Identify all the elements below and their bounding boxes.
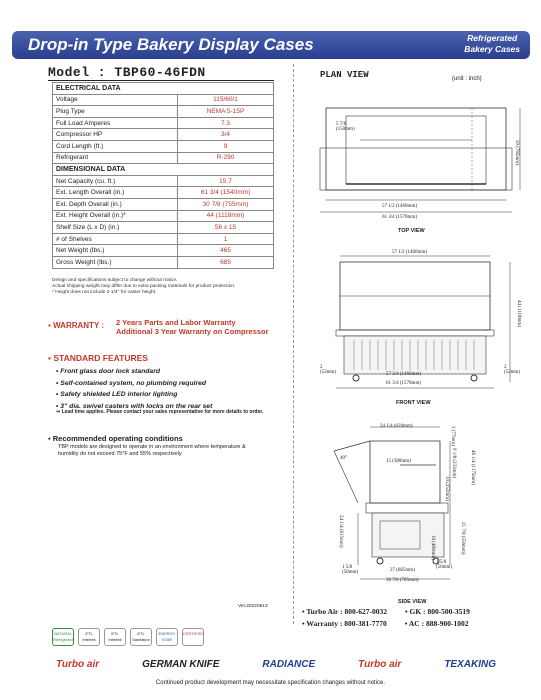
spec-label: Plug Type xyxy=(53,106,178,118)
dim-side-10: 10 (252mm) xyxy=(444,476,449,501)
top-view-drawing xyxy=(300,90,536,230)
spec-label: Ext. Depth Overall (in.) xyxy=(53,198,178,210)
dim-front-height: 44 (1118mm) xyxy=(516,300,521,327)
note-3: * Height does not include 2-1/4" for caster height. xyxy=(52,290,157,295)
dim-side-27: 27 (685mm) xyxy=(390,568,415,573)
contact-row xyxy=(302,606,470,618)
dim-top-outer: 61 3/4 (1570mm) xyxy=(382,215,417,220)
contact-turbo: • Turbo Air : 800-627-0032 xyxy=(302,607,388,616)
spec-row xyxy=(53,94,274,106)
warranty-text xyxy=(116,318,269,336)
certification-logos xyxy=(52,628,204,646)
dim-side-21: 21 7/8 (556mm) xyxy=(460,522,465,555)
spec-row xyxy=(53,187,274,199)
spec-value: 115/60/1 xyxy=(178,94,274,106)
plan-view-title: PLAN VIEW xyxy=(320,70,369,80)
model-number: Model : TBP60-46FDN xyxy=(48,65,206,80)
spec-label: Compressor HP xyxy=(53,129,178,141)
spec-notes xyxy=(52,278,292,296)
dim-top-left: 5 7/8 (150mm) xyxy=(336,122,355,132)
warranty-line-1: 2 Years Parts and Labor Warranty xyxy=(116,318,236,327)
contact-block xyxy=(302,606,470,630)
dim-side-30: 30 7/8 (785mm) xyxy=(386,578,419,583)
spec-section-title: DIMENSIONAL DATA xyxy=(53,164,274,176)
spec-row xyxy=(53,117,274,129)
spec-value: NEMA 5-15P xyxy=(178,106,274,118)
natural-refrigerant-icon: NATURAL Refrigerant xyxy=(52,628,74,646)
german-knife-logo: GERMAN KNIFE xyxy=(142,659,220,670)
spec-row xyxy=(53,140,274,152)
front-view-label: FRONT VIEW xyxy=(396,400,431,406)
spec-row xyxy=(53,210,274,222)
feature-item: • 3" dia. swivel casters with locks on the rear set xyxy=(56,401,212,413)
category-tag xyxy=(464,33,520,55)
side-view-drawing xyxy=(300,415,536,600)
dim-top-height: 30 (765mm) xyxy=(514,140,519,165)
recommended-text: TBP models are designed to operate in an environment where temperature & humidity do not exceed 75°F and 55% respectively. xyxy=(58,444,246,457)
contact-ac: • AC : 888-900-1002 xyxy=(404,619,469,628)
etl-icon: ETL Intertek xyxy=(104,628,126,646)
spec-row xyxy=(53,175,274,187)
dim-front-left: 2 (52mm) xyxy=(320,365,337,375)
dim-front-outer: 61 3/4 (1570mm) xyxy=(386,381,421,386)
dim-front-top: 57 1/2 (1460mm) xyxy=(392,250,427,255)
spec-value: 30 7/8 (755mm) xyxy=(178,198,274,210)
dim-side-3: 3 (77mm) xyxy=(450,426,455,446)
dim-side-1b: 1 5/8 (50mm) xyxy=(436,560,453,570)
spec-value: 44 (1118mm) xyxy=(178,210,274,222)
spec-value: 61 3/4 (1540mm) xyxy=(178,187,274,199)
spec-row xyxy=(53,222,274,234)
version-label: Ver.20220613 xyxy=(238,604,268,609)
spec-label: Ext. Length Overall (in.) xyxy=(53,187,178,199)
spec-value: 3/4 xyxy=(178,129,274,141)
column-divider xyxy=(293,64,294,624)
dim-front-right: 2 (52mm) xyxy=(504,365,521,375)
dim-side-angle: 40° xyxy=(340,456,347,461)
spec-value: R-290 xyxy=(178,152,274,164)
spec-label: Net Weight (lbs.) xyxy=(53,245,178,257)
dim-side-46: 46 1/4 (1175mm) xyxy=(470,450,475,485)
spec-value: 9 xyxy=(178,140,274,152)
dim-side-19: 19 (480mm) xyxy=(430,535,435,560)
energy-star-icon: ENERGY STAR xyxy=(156,628,178,646)
spec-label: Full Load Amperes xyxy=(53,117,178,129)
feature-item: • Self-contained system, no plumbing required xyxy=(56,378,212,390)
spec-row xyxy=(53,129,274,141)
dim-top-inner: 57 1/2 (1460mm) xyxy=(382,204,417,209)
tag-line-2: Bakery Cases xyxy=(464,44,520,54)
spec-value: 7.3 xyxy=(178,117,274,129)
radiance-logo: RADIANCE xyxy=(262,659,316,670)
contact-row xyxy=(302,618,470,630)
spec-table xyxy=(52,82,274,269)
unit-label: (unit : inch) xyxy=(452,76,482,82)
page-header xyxy=(12,31,530,59)
dim-side-top: 24 1/4 (620mm) xyxy=(380,424,413,429)
brand-logos xyxy=(56,659,496,670)
spec-value: 1 xyxy=(178,233,274,245)
spec-row xyxy=(53,106,274,118)
top-view-label: TOP VIEW xyxy=(398,228,425,234)
turbo-air-logo: Turbo air xyxy=(358,659,402,670)
turbo-air-logo: Turbo air xyxy=(56,659,100,670)
spec-row xyxy=(53,152,274,164)
spec-value: 56 x 15 xyxy=(178,222,274,234)
spec-label: Cord Length (ft.) xyxy=(53,140,178,152)
spec-row xyxy=(53,245,274,257)
dim-side-1a: 1 5/8 (50mm) xyxy=(342,565,359,575)
spec-label: # of Shelves xyxy=(53,233,178,245)
spec-value: 15.7 xyxy=(178,175,274,187)
dim-side-9: 9 1/8 (233mm) xyxy=(451,448,456,478)
contact-gk: • GK : 800-500-3519 xyxy=(405,607,470,616)
certified-icon: CERTIFIED xyxy=(182,628,204,646)
footer-note: Continued product development may necessitate specification changes without notice. xyxy=(155,680,386,686)
model-underline xyxy=(48,80,274,81)
spec-value: 685 xyxy=(178,256,274,268)
standard-features-title: ▪ STANDARD FEATURES xyxy=(48,353,148,363)
spec-label: Voltage xyxy=(53,94,178,106)
spec-row xyxy=(53,256,274,268)
spec-section-row xyxy=(53,164,274,176)
spec-value: 465 xyxy=(178,245,274,257)
warranty-line-2: Additional 3 Year Warranty on Compressor xyxy=(116,327,269,336)
note-2: Actual shipping weight may differ due to extra packing materials for product protection. xyxy=(52,284,236,289)
feature-item: • Safety shielded LED interior lighting xyxy=(56,389,212,401)
spec-row xyxy=(53,198,274,210)
dim-side-24: 24 1/4 (615mm) xyxy=(338,515,343,548)
contact-warranty: • Warranty : 800-381-7770 xyxy=(302,619,387,628)
spec-label: Gross Weight (lbs.) xyxy=(53,256,178,268)
spec-section-row xyxy=(53,83,274,95)
tag-line-1: Refrigerated xyxy=(467,33,518,43)
lead-time-note: ⇒ Lead time applies. Please contact your sales representative for more details to order. xyxy=(56,409,264,415)
etl-icon: ETL Intertek xyxy=(78,628,100,646)
warranty-label: ▪ WARRANTY : xyxy=(48,321,105,330)
page-title: Drop-in Type Bakery Display Cases xyxy=(28,35,314,54)
etl-sanitation-icon: ETL Sanitation xyxy=(130,628,152,646)
dim-front-inner: 57 3/4 (1466mm) xyxy=(386,372,421,377)
feature-item: • Front glass door lock standard xyxy=(56,366,212,378)
spec-label: Net Capacity (cu. ft.) xyxy=(53,175,178,187)
dim-side-15: 15 (380mm) xyxy=(386,459,411,464)
spec-label: Shelf Size (L x D) (in.) xyxy=(53,222,178,234)
recommended-title: ▪ Recommended operating conditions xyxy=(48,434,183,443)
spec-label: Ext. Height Overall (in.)* xyxy=(53,210,178,222)
spec-label: Refrigerant xyxy=(53,152,178,164)
note-1: Design and specifications subject to change without notice. xyxy=(52,278,178,283)
spec-row xyxy=(53,233,274,245)
spec-section-title: ELECTRICAL DATA xyxy=(53,83,274,95)
side-view-label: SIDE VIEW xyxy=(398,599,427,605)
standard-features-list xyxy=(56,366,212,412)
texaking-logo: TEXAKING xyxy=(444,659,496,670)
